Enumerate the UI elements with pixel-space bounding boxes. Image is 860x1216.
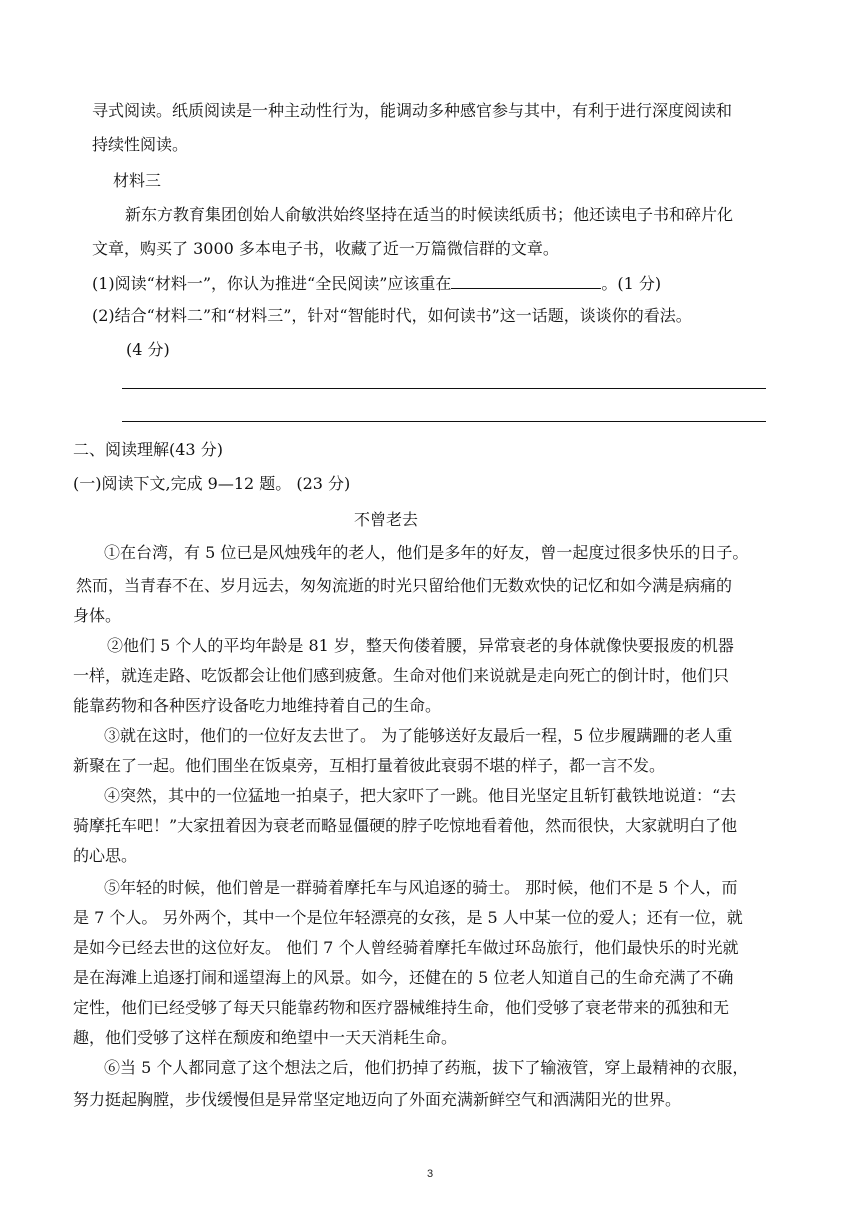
material-3-line-1: 新东方教育集团创始人俞敏洪始终坚持在适当的时候读纸质书；他还读电子书和碎片化 (125, 205, 734, 224)
question-1-blank[interactable] (451, 274, 601, 289)
paragraph-4-line-3: 的心思。 (73, 846, 138, 865)
paragraph-2-line-2: 一样，就连走路、吃饭都会让他们感到疲惫。生命对他们来说就是走向死亡的倒计时，他们只 (73, 666, 730, 685)
paragraph-5-line-2: 是 7 个人。 另外两个，其中一个是位年轻漂亮的女孩，是 5 人中某一位的爱人；还有一位，就 (73, 908, 743, 927)
paragraph-5-line-1: ⑤年轻的时候，他们曾是一群骑着摩托车与风追逐的骑士。 那时候，他们不是 5 个人，而 (104, 878, 738, 897)
article-title: 不曾老去 (354, 510, 419, 529)
continuation-line-1: 寻式阅读。纸质阅读是一种主动性行为，能调动多种感官参与其中，有利于进行深度阅读和 (92, 101, 733, 120)
paragraph-6-line-2: 努力挺起胸膛，步伐缓慢但是异常坚定地迈向了外面充满新鲜空气和洒满阳光的世界。 (73, 1090, 682, 1109)
question-1 (92, 274, 661, 292)
paragraph-2-line-1: ②他们 5 个人的平均年龄是 81 岁，整天佝偻着腰，异常衰老的身体就像快要报废的机器 (107, 636, 734, 655)
paragraph-4-line-1: ④突然，其中的一位猛地一拍桌子，把大家吓了一跳。他目光坚定且斩钉截铁地说道：“去 (104, 786, 737, 805)
answer-line-1[interactable] (122, 388, 766, 389)
paragraph-1-line-3: 身体。 (73, 606, 122, 625)
paragraph-3-line-2: 新聚在了一起。他们围坐在饭桌旁，互相打量着彼此衰弱不堪的样子，都一言不发。 (73, 756, 666, 775)
section-2-title: 二、阅读理解(43 分) (73, 440, 223, 459)
paragraph-5-line-4: 是在海滩上追逐打闹和遥望海上的风景。如今，还健在的 5 位老人知道自己的生命充满了不确 (73, 968, 734, 987)
paragraph-1-line-1: ①在台湾，有 5 位已是风烛残年的老人，他们是多年的好友，曾一起度过很多快乐的日子。 (104, 543, 749, 562)
paragraph-5-line-3: 是如今已经去世的这位好友。 他们 7 个人曾经骑着摩托车做过环岛旅行，他们最快乐的时光就 (73, 938, 739, 957)
question-1-score: 。(1 分) (601, 274, 662, 293)
paragraph-4-line-2: 骑摩托车吧！”大家扭着因为衰老而略显僵硬的脖子吃惊地看着他，然而很快，大家就明白了他 (73, 816, 738, 835)
paragraph-5-line-6: 趣，他们受够了这样在颓废和绝望中一天天消耗生命。 (73, 1028, 458, 1047)
paragraph-2-line-3: 能靠药物和各种医疗设备吃力地维持着自己的生命。 (73, 696, 442, 715)
question-2-line-2: (4 分) (126, 340, 170, 359)
paragraph-1-line-2: 然而，当青春不在、岁月远去，匆匆流逝的时光只留给他们无数欢快的记忆和如今满是病痛的 (76, 576, 733, 595)
paragraph-3-line-1: ③就在这时，他们的一位好友去世了。 为了能够送好友最后一程，5 位步履蹒跚的老人重 (104, 726, 733, 745)
section-2-instruction: (一)阅读下文,完成 9—12 题。 (23 分) (73, 474, 351, 493)
continuation-line-2: 持续性阅读。 (92, 135, 189, 154)
material-3-line-2: 文章，购买了 3000 多本电子书，收藏了近一万篇微信群的文章。 (92, 239, 559, 258)
paragraph-6-line-1: ⑥当 5 个人都同意了这个想法之后，他们扔掉了药瓶，拔下了输液管，穿上最精神的衣服， (104, 1058, 749, 1077)
paragraph-5-line-5: 定性，他们已经受够了每天只能靠药物和医疗器械维持生命，他们受够了衰老带来的孤独和无 (73, 998, 730, 1017)
answer-line-2[interactable] (122, 421, 766, 422)
page-number: 3 (426, 1168, 434, 1180)
material-3-heading: 材料三 (113, 171, 162, 190)
question-1-text: (1)阅读“材料一”，你认为推进“全民阅读”应该重在 (92, 274, 452, 293)
question-2-line-1: (2)结合“材料二”和“材料三”，针对“智能时代，如何读书”这一话题，谈谈你的看法。 (92, 306, 692, 325)
